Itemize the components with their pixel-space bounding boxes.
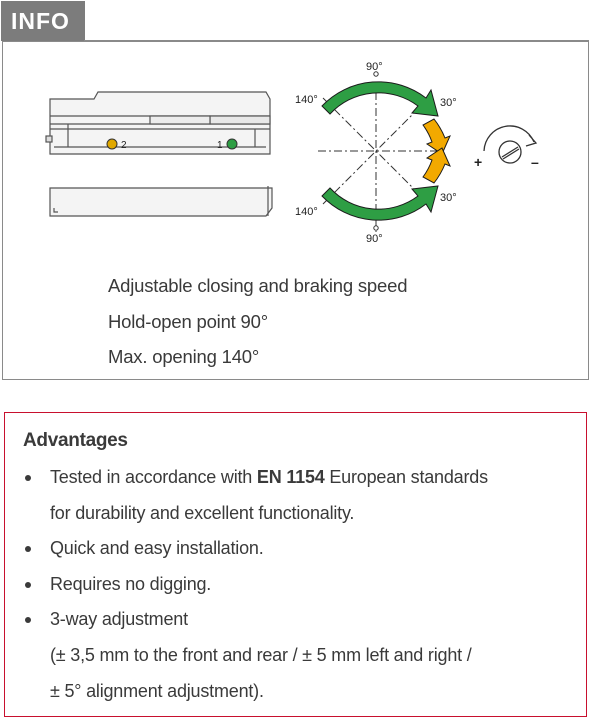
plus-sign: + <box>474 154 483 170</box>
advantage-item <box>23 531 573 567</box>
advantage-text: for durability and excellent functionality. <box>50 502 355 523</box>
info-features <box>108 268 407 375</box>
advantage-text: ± 5° alignment adjustment). <box>50 680 264 701</box>
valve-1-icon <box>227 139 237 149</box>
label-140-top: 140° <box>295 94 318 106</box>
label-30-top: 30° <box>440 97 457 109</box>
info-tab <box>1 1 85 41</box>
green-arc-top <box>322 82 438 116</box>
closer-diagram <box>40 56 560 256</box>
info-line: Adjustable closing and braking speed <box>108 275 408 296</box>
orange-arc-bottom <box>423 148 450 183</box>
info-tab-label: INFO <box>11 7 70 34</box>
standard-name: EN 1154 <box>256 467 325 487</box>
advantage-item-continuation <box>23 674 573 710</box>
cover-plate <box>50 186 272 216</box>
orange-arc-top <box>423 119 450 154</box>
adjust-screw-icon <box>474 126 539 170</box>
label-90-bottom: 90° <box>366 233 383 245</box>
advantage-item-continuation <box>23 638 573 674</box>
angle-diagram <box>295 61 457 245</box>
advantage-text-post: European standards <box>324 467 488 487</box>
info-line: Hold-open point 90° <box>108 310 268 332</box>
advantage-item <box>23 602 573 638</box>
advantage-text: Quick and easy installation. <box>50 538 264 559</box>
label-90-top: 90° <box>366 61 383 73</box>
advantage-text: (± 3,5 mm to the front and rear / ± 5 mm left and right / <box>50 644 472 665</box>
advantage-text: 3-way adjustment <box>50 609 188 630</box>
label-140-bottom: 140° <box>295 206 318 218</box>
advantage-text-pre: Tested in accordance with <box>50 467 257 487</box>
advantage-item-continuation <box>23 496 573 532</box>
label-30-bottom: 30° <box>440 192 457 204</box>
valve-1-label: 1 <box>217 140 223 151</box>
bullet-icon <box>25 617 31 623</box>
minus-sign: – <box>531 154 539 170</box>
advantage-item <box>23 567 573 603</box>
advantages-list <box>23 460 573 709</box>
advantages-title: Advantages <box>23 430 128 451</box>
valve-2-label: 2 <box>121 140 127 151</box>
green-arc-bottom <box>322 186 438 220</box>
bullet-icon <box>25 475 31 481</box>
bullet-icon <box>25 582 31 588</box>
advantage-item <box>23 460 573 496</box>
bullet-icon <box>25 546 31 552</box>
info-line: Max. opening 140° <box>108 346 260 367</box>
valve-2-icon <box>107 139 117 149</box>
advantage-text: Requires no digging. <box>50 573 212 594</box>
